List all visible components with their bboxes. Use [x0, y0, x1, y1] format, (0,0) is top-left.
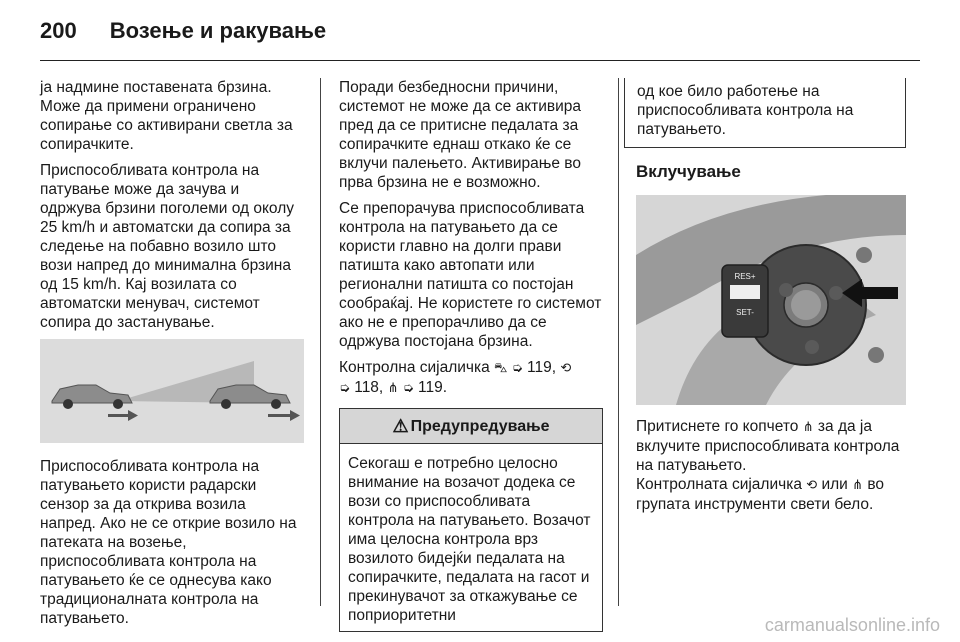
cruise-indicator-icon: ⟲ [806, 478, 818, 493]
bottom-right-button-icon [868, 347, 884, 363]
svg-text:SET-: SET- [736, 308, 754, 317]
car-indicator-icon: ⛍ [494, 361, 508, 376]
page-number: 200 [40, 18, 77, 43]
column-divider [618, 78, 619, 606]
page-title: Возење и ракување [109, 18, 327, 43]
warning-box [339, 408, 603, 632]
warning-continuation: од кое било работење на приспособливата контрола на патувањето. [624, 78, 906, 148]
adaptive-cruise-button-icon: ⋔ [802, 420, 814, 435]
warning-header: ⚠ Предупредување [340, 409, 602, 444]
top-right-button-icon [856, 247, 872, 263]
page-ref-icon: ➭ [511, 361, 523, 376]
paragraph: Притиснете го копчето ⋔ за да ја вклучите приспособливата контрола на патувањето. Контролната сијаличка ⟲ или ⋔ во групата инструменти свети бело. [636, 418, 900, 513]
column-1 [40, 78, 304, 635]
adaptive-cruise-indicator-icon: ⋔ [852, 478, 864, 493]
paragraph: Приспособливата контрола на патувањето користи радарски сензор за да открива возила напред. Ако не се открие возило на патеката на возење, приспособливата контрола на патувањето ќе се однесува како традиционалната контрола на патувањето. [40, 458, 297, 627]
column-divider [320, 78, 321, 606]
adaptive-cruise-indicator-icon: ⋔ [387, 381, 399, 396]
watermark: carmanualsonline.info [764, 615, 940, 635]
cruise-indicator-icon: ⟲ [560, 361, 572, 376]
column-2 [339, 78, 603, 632]
page-ref-icon: ➭ [339, 381, 350, 396]
paragraph: Поради безбедносни причини, системот не може да се активира пред да се притисне педалата за сопирачките еднаш откако ќе се вклучи палењето. Активирање во прва брзина не е возможно. [339, 79, 582, 191]
section-heading: Вклучување [636, 162, 741, 181]
paragraph: Се препорачува приспособливата контрола на патувањето да се користи главно на долги прави патишта како автопати или регионални патишта со постојан сообраќај. Не користете го системот ако не е препорачливо да се одржува постојана брзина. [339, 200, 602, 350]
radar-illustration [40, 339, 304, 443]
paragraph: ја надмине поставената брзина. Може да примени ограничено сопирање со активирани светла за сопирачките. [40, 79, 293, 153]
column-3 [636, 78, 906, 521]
svg-text:RES+: RES+ [734, 272, 756, 281]
cancel-button-icon [779, 283, 793, 297]
lower-button-icon [805, 340, 819, 354]
page-ref-icon: ➭ [402, 381, 414, 396]
paragraph: Приспособливата контрола на патување може да зачува и одржува брзини поголеми од околу 25 km/h и автоматски да сопира за следење на побавно возило што вози напред до минимална брзина од 15 km/h. Кај возилата со автоматски менувач, системот сопира до застанување. [40, 162, 295, 331]
steering-wheel-illustration [636, 195, 906, 405]
adaptive-cruise-button-icon [829, 286, 843, 300]
warning-triangle-icon: ⚠ [392, 415, 409, 436]
indicator-reference: Контролна сијаличка ⛍ ➭ 119, ⟲ ➭ 118, ⋔ ➭ 119. [339, 359, 572, 396]
header-rule [40, 60, 920, 61]
rocker-highlight [730, 285, 760, 299]
warning-text: Секогаш е потребно целосно внимание на возачот додека се вози со приспособливата контрола на патувањето. Возачот има целосна контрола врз возилото бидејќи педалата на сопирачките, педалата на гасот и прекинувачот за откажување се поприоритетни [348, 455, 591, 624]
page-header [40, 18, 326, 48]
